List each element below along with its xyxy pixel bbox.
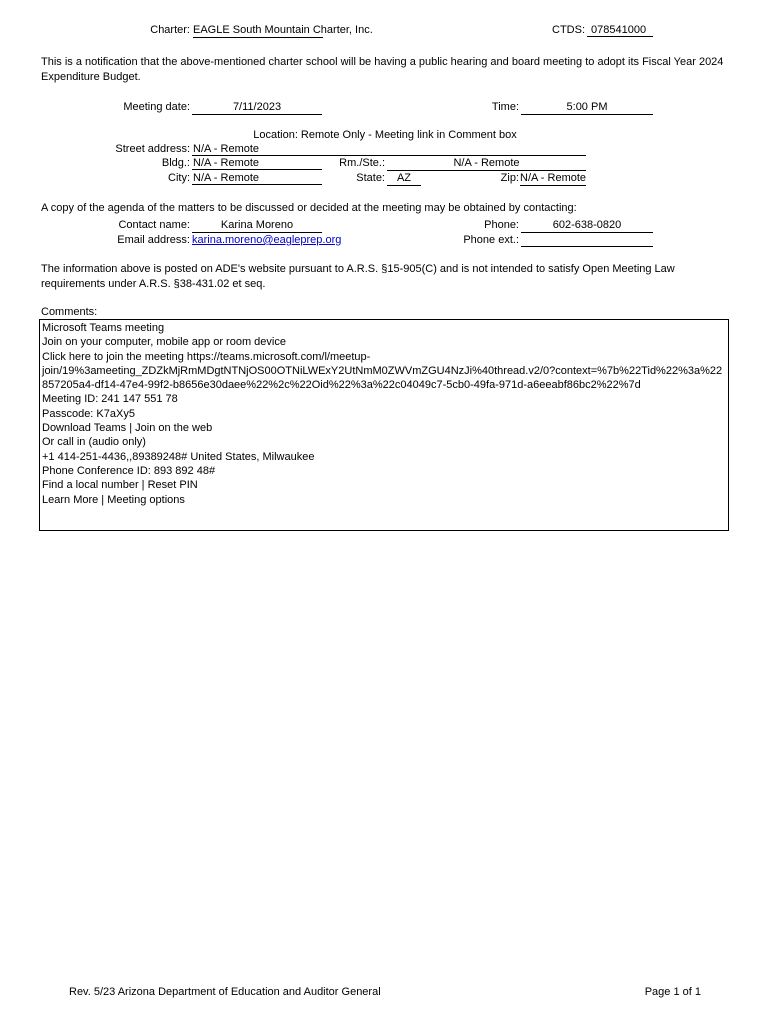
comment-line: 857205a4-df14-47e4-99f2-b8656e30daee%22%2c%22Oid%22%3a%22c04049c7-5cb0-49fa-971d-a6eeabf86bc2%22%7d	[42, 379, 641, 392]
city-label: City:	[168, 172, 190, 184]
phone-ext-value[interactable]	[521, 234, 653, 247]
comment-line: Microsoft Teams meeting	[42, 322, 165, 334]
email-field[interactable]	[192, 234, 352, 247]
comment-line: Meeting ID: 241 147 551 78	[42, 393, 178, 406]
email-link[interactable]: karina.moreno@eagleprep.org	[192, 234, 342, 246]
comment-line: Phone Conference ID: 893 892 48#	[42, 464, 216, 477]
phone-ext-label: Phone ext.:	[463, 234, 519, 246]
notice-text: This is a notification that the above-mentioned charter school will be having a public hearing and board meeting to adopt its Fiscal Year 2024 Expenditure Budget.	[41, 56, 724, 83]
meeting-time-label: Time:	[491, 101, 519, 113]
agenda-text: A copy of the agenda of the matters to be discussed or decided at the meeting may be obtained by contacting:	[41, 202, 577, 214]
comments-box[interactable]	[39, 319, 729, 531]
city-value[interactable]: N/A - Remote	[192, 172, 322, 185]
state-value[interactable]: AZ	[387, 172, 421, 186]
charter-value[interactable]: EAGLE South Mountain Charter, Inc.	[193, 24, 373, 36]
street-label: Street address:	[115, 143, 190, 155]
zip-label: Zip:	[500, 172, 519, 184]
comment-line: Join on your computer, mobile app or room device	[42, 336, 286, 349]
comments-label: Comments:	[41, 306, 98, 318]
legal-text: The information above is posted on ADE's website pursuant to A.R.S. §15-905(C) and is not intended to satisfy Open Meeting Law requirements under A.R.S. §38-431.02 et seq.	[41, 263, 675, 290]
comment-line: join/19%3ameeting_ZDZkMjRmMDgtNTNjOS00OTNiLWExY2UtNmM0ZWVmZGU4NzJi%40thread.v2/0?context=%7b%22Tid%22%3a%22	[42, 364, 723, 377]
bldg-label: Bldg.:	[161, 157, 190, 169]
bldg-value[interactable]: N/A - Remote	[192, 157, 322, 170]
street-value[interactable]: N/A - Remote	[192, 143, 586, 156]
email-label: Email address:	[117, 234, 190, 246]
comment-line: +1 414-251-4436,,89389248# United States, Milwaukee	[42, 450, 315, 463]
ctds-value[interactable]: 078541000	[587, 24, 653, 37]
contact-phone-label: Phone:	[484, 219, 519, 231]
contact-phone-value[interactable]: 602-638-0820	[521, 219, 653, 233]
ctds-label: CTDS:	[552, 24, 585, 36]
comment-line: Passcode: K7aXy5	[42, 407, 135, 420]
zip-value[interactable]: N/A - Remote	[520, 172, 586, 184]
footer-page-number: Page 1 of 1	[644, 986, 701, 998]
meeting-date-label: Meeting date:	[123, 101, 190, 113]
charter-label: Charter:	[150, 24, 190, 36]
contact-name-value[interactable]: Karina Moreno	[192, 219, 322, 233]
meeting-date-value[interactable]: 7/11/2023	[192, 101, 322, 115]
comment-line: Learn More | Meeting options	[42, 493, 185, 506]
location-line: Location: Remote Only - Meeting link in Comment box	[253, 129, 517, 141]
comment-line: Or call in (audio only)	[42, 436, 146, 449]
contact-name-label: Contact name:	[118, 219, 190, 231]
room-label: Rm./Ste.:	[339, 157, 385, 169]
comment-line: Download Teams | Join on the web	[42, 422, 213, 435]
room-value[interactable]: N/A - Remote	[387, 157, 586, 171]
comment-line: Click here to join the meeting https://teams.microsoft.com/l/meetup-	[42, 350, 371, 363]
comment-line: Find a local number | Reset PIN	[42, 479, 198, 492]
state-label: State:	[356, 172, 385, 184]
meeting-time-value[interactable]: 5:00 PM	[521, 101, 653, 115]
footer-revision: Rev. 5/23 Arizona Department of Education and Auditor General	[69, 986, 381, 998]
